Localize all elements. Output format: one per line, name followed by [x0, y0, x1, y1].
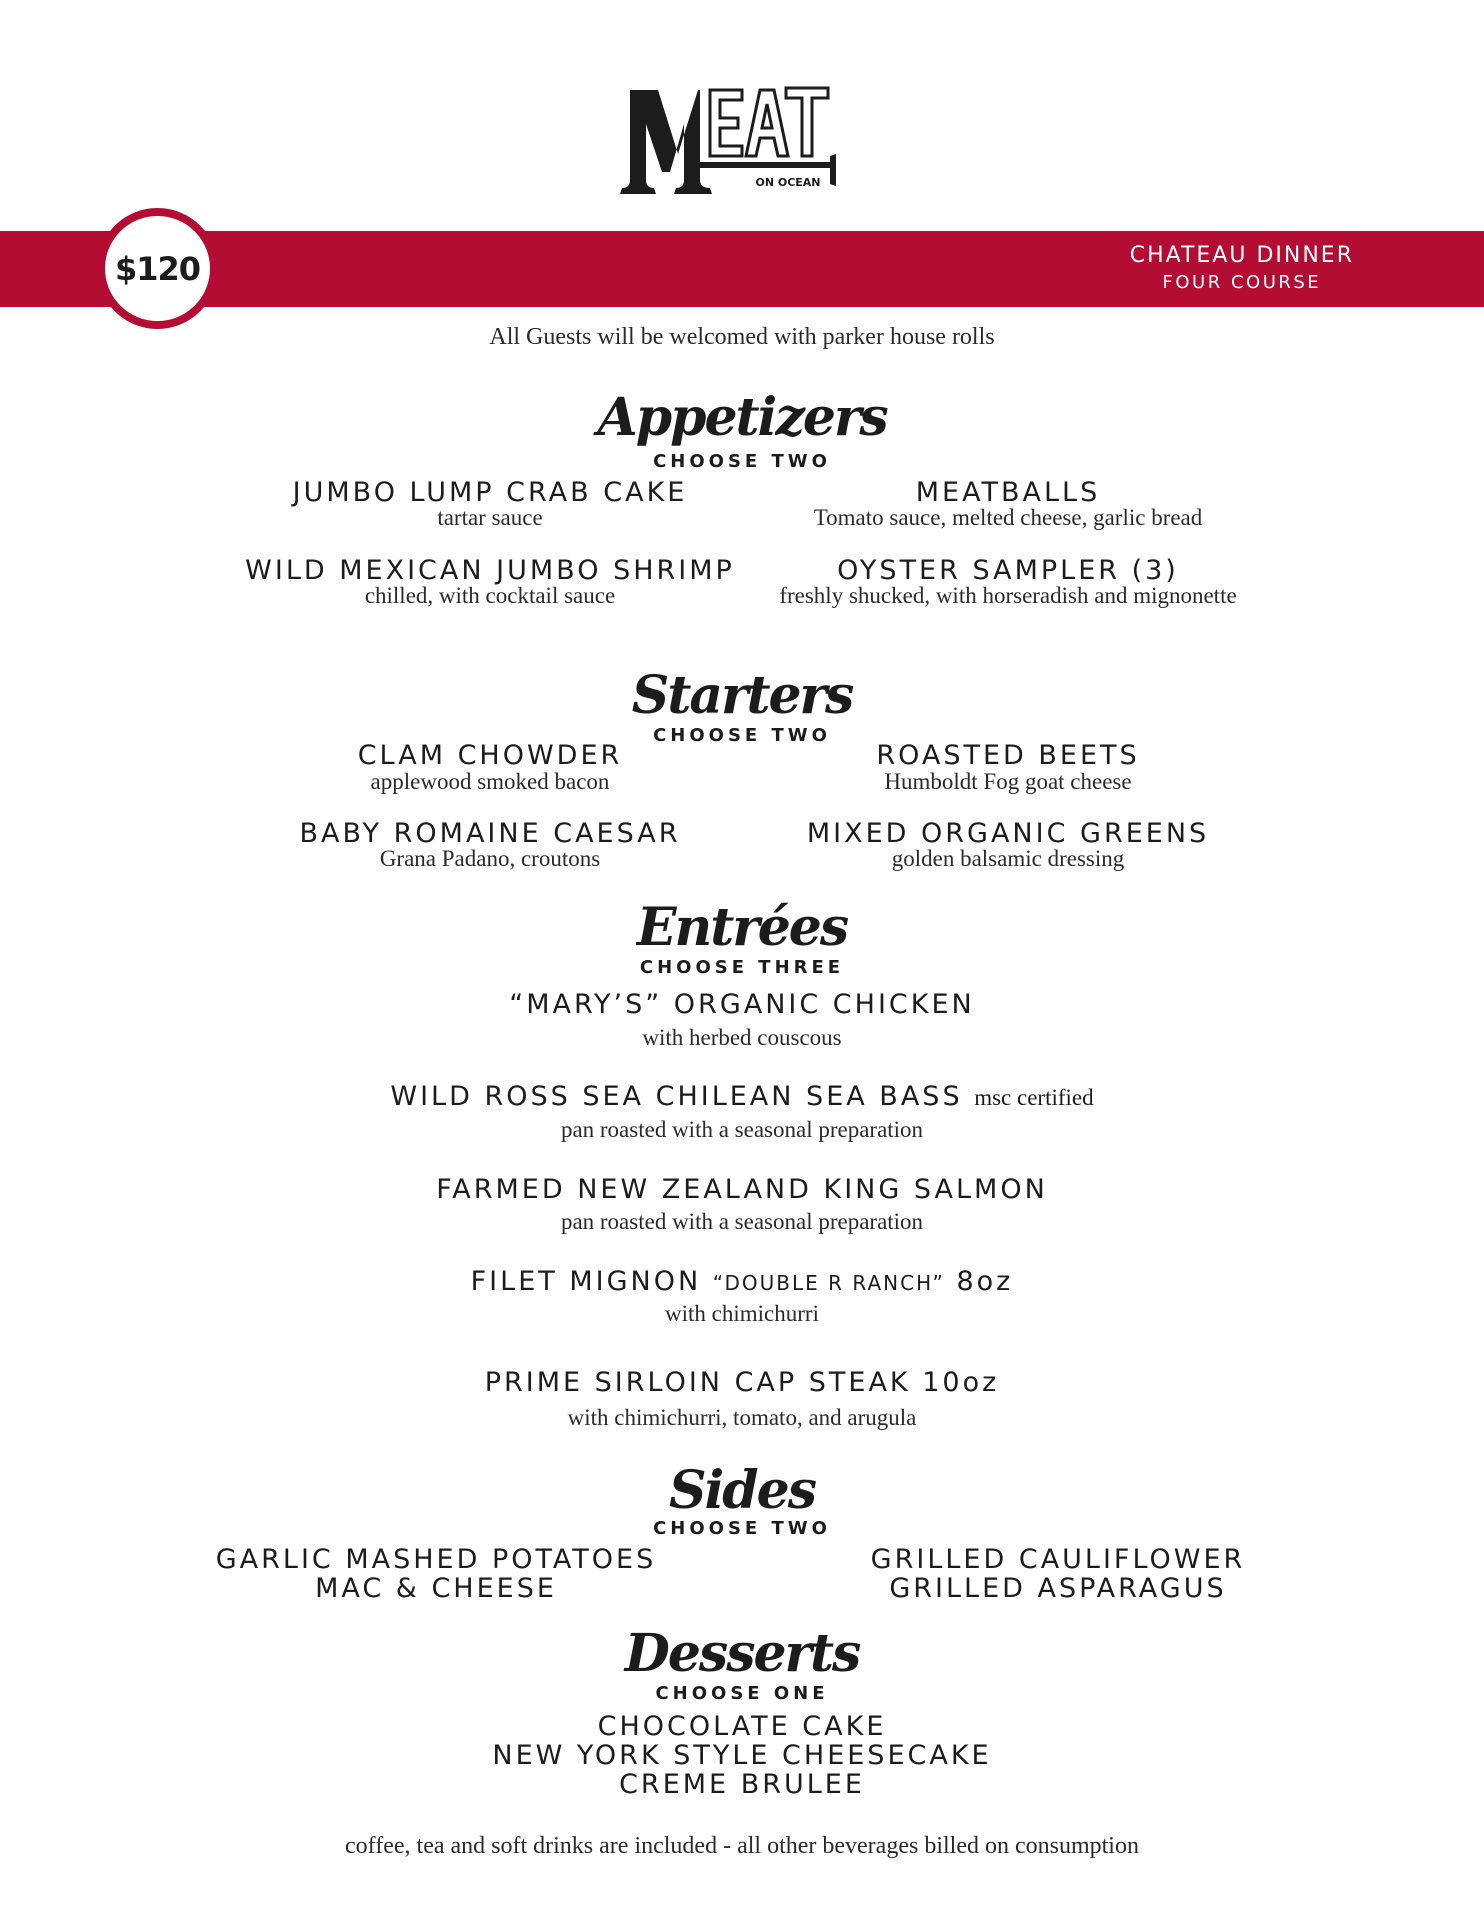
appetizer-item-desc: freshly shucked, with horseradish and mignonette [779, 583, 1237, 608]
starter-item-desc: Humboldt Fog goat cheese [884, 769, 1132, 794]
entree-item-desc: with herbed couscous [642, 1025, 842, 1050]
logo-subtitle: ON OCEAN [755, 176, 821, 189]
entrees-choose: CHOOSE THREE [639, 957, 845, 978]
entree-item-name: FARMED NEW ZEALAND KING SALMON [436, 1174, 1048, 1205]
entree-item-certification: msc certified [974, 1085, 1094, 1110]
footer-note: coffee, tea and soft drinks are included - all other beverages billed on consumption [345, 1833, 1139, 1859]
banner-title [1130, 242, 1354, 296]
starters-heading: Starters [631, 665, 853, 726]
price-badge [97, 208, 218, 329]
side-item: GARLIC MASHED POTATOES [215, 1544, 657, 1575]
appetizers-heading: Appetizers [597, 387, 887, 448]
entree-item-row [0, 1268, 1484, 1295]
dessert-item: CREME BRULEE [619, 1769, 865, 1800]
sides-heading: Sides [668, 1460, 816, 1521]
entree-item-weight: 10oz [922, 1367, 1000, 1398]
appetizer-item-name: JUMBO LUMP CRAB CAKE [292, 477, 688, 508]
banner-title-line1: CHATEAU DINNER [1129, 243, 1354, 268]
entree-item-row [0, 1083, 1484, 1110]
entree-item-ranch: “DOUBLE R RANCH” [712, 1271, 945, 1295]
appetizer-item-name: WILD MEXICAN JUMBO SHRIMP [245, 555, 735, 586]
starter-item-name: CLAM CHOWDER [357, 740, 623, 771]
entree-item-desc: pan roasted with a seasonal preparation [560, 1117, 924, 1142]
appetizer-item-desc: Tomato sauce, melted cheese, garlic bread [813, 505, 1203, 530]
appetizer-item-name: OYSTER SAMPLER (3) [837, 555, 1179, 586]
dessert-item: CHOCOLATE CAKE [597, 1711, 887, 1742]
starters-choose: CHOOSE TWO [653, 725, 831, 746]
entree-item-name: PRIME SIRLOIN CAP STEAK [484, 1367, 911, 1398]
dessert-item: NEW YORK STYLE CHEESECAKE [492, 1740, 992, 1771]
sides-choose: CHOOSE TWO [653, 1518, 831, 1539]
starter-item-name: BABY ROMAINE CAESAR [299, 818, 681, 849]
entree-item-row [0, 1369, 1484, 1396]
entree-item-desc: with chimichurri [665, 1301, 819, 1326]
starter-item-desc: applewood smoked bacon [370, 769, 610, 794]
entree-item-desc: pan roasted with a seasonal preparation [560, 1209, 924, 1234]
entree-item-desc: with chimichurri, tomato, and arugula [567, 1405, 917, 1430]
starter-item-name: MIXED ORGANIC GREENS [806, 818, 1210, 849]
appetizer-item-name: MEATBALLS [915, 477, 1101, 508]
intro-note: All Guests will be welcomed with parker house rolls [489, 324, 995, 350]
appetizer-item-desc: tartar sauce [437, 505, 543, 530]
side-item: MAC & CHEESE [315, 1573, 557, 1604]
entree-item-weight: 8oz [956, 1266, 1014, 1297]
entrees-heading: Entrées [636, 897, 848, 958]
appetizers-choose: CHOOSE TWO [653, 451, 831, 472]
price-text: $120 [114, 249, 201, 288]
entree-item-name: FILET MIGNON [470, 1266, 702, 1297]
entree-item-name: WILD ROSS SEA CHILEAN SEA BASS [390, 1081, 963, 1112]
desserts-choose: CHOOSE ONE [655, 1683, 829, 1704]
starter-item-desc: golden balsamic dressing [891, 846, 1125, 871]
side-item: GRILLED ASPARAGUS [889, 1573, 1227, 1604]
desserts-heading: Desserts [624, 1623, 860, 1684]
entree-item-name: “MARY’S” ORGANIC CHICKEN [509, 989, 975, 1020]
side-item: GRILLED CAULIFLOWER [870, 1544, 1246, 1575]
appetizer-item-desc: chilled, with cocktail sauce [364, 583, 616, 608]
banner-title-line2: FOUR COURSE [1162, 272, 1322, 293]
meat-on-ocean-logo [618, 84, 868, 200]
starter-item-name: ROASTED BEETS [876, 740, 1140, 771]
starter-item-desc: Grana Padano, croutons [379, 846, 601, 871]
